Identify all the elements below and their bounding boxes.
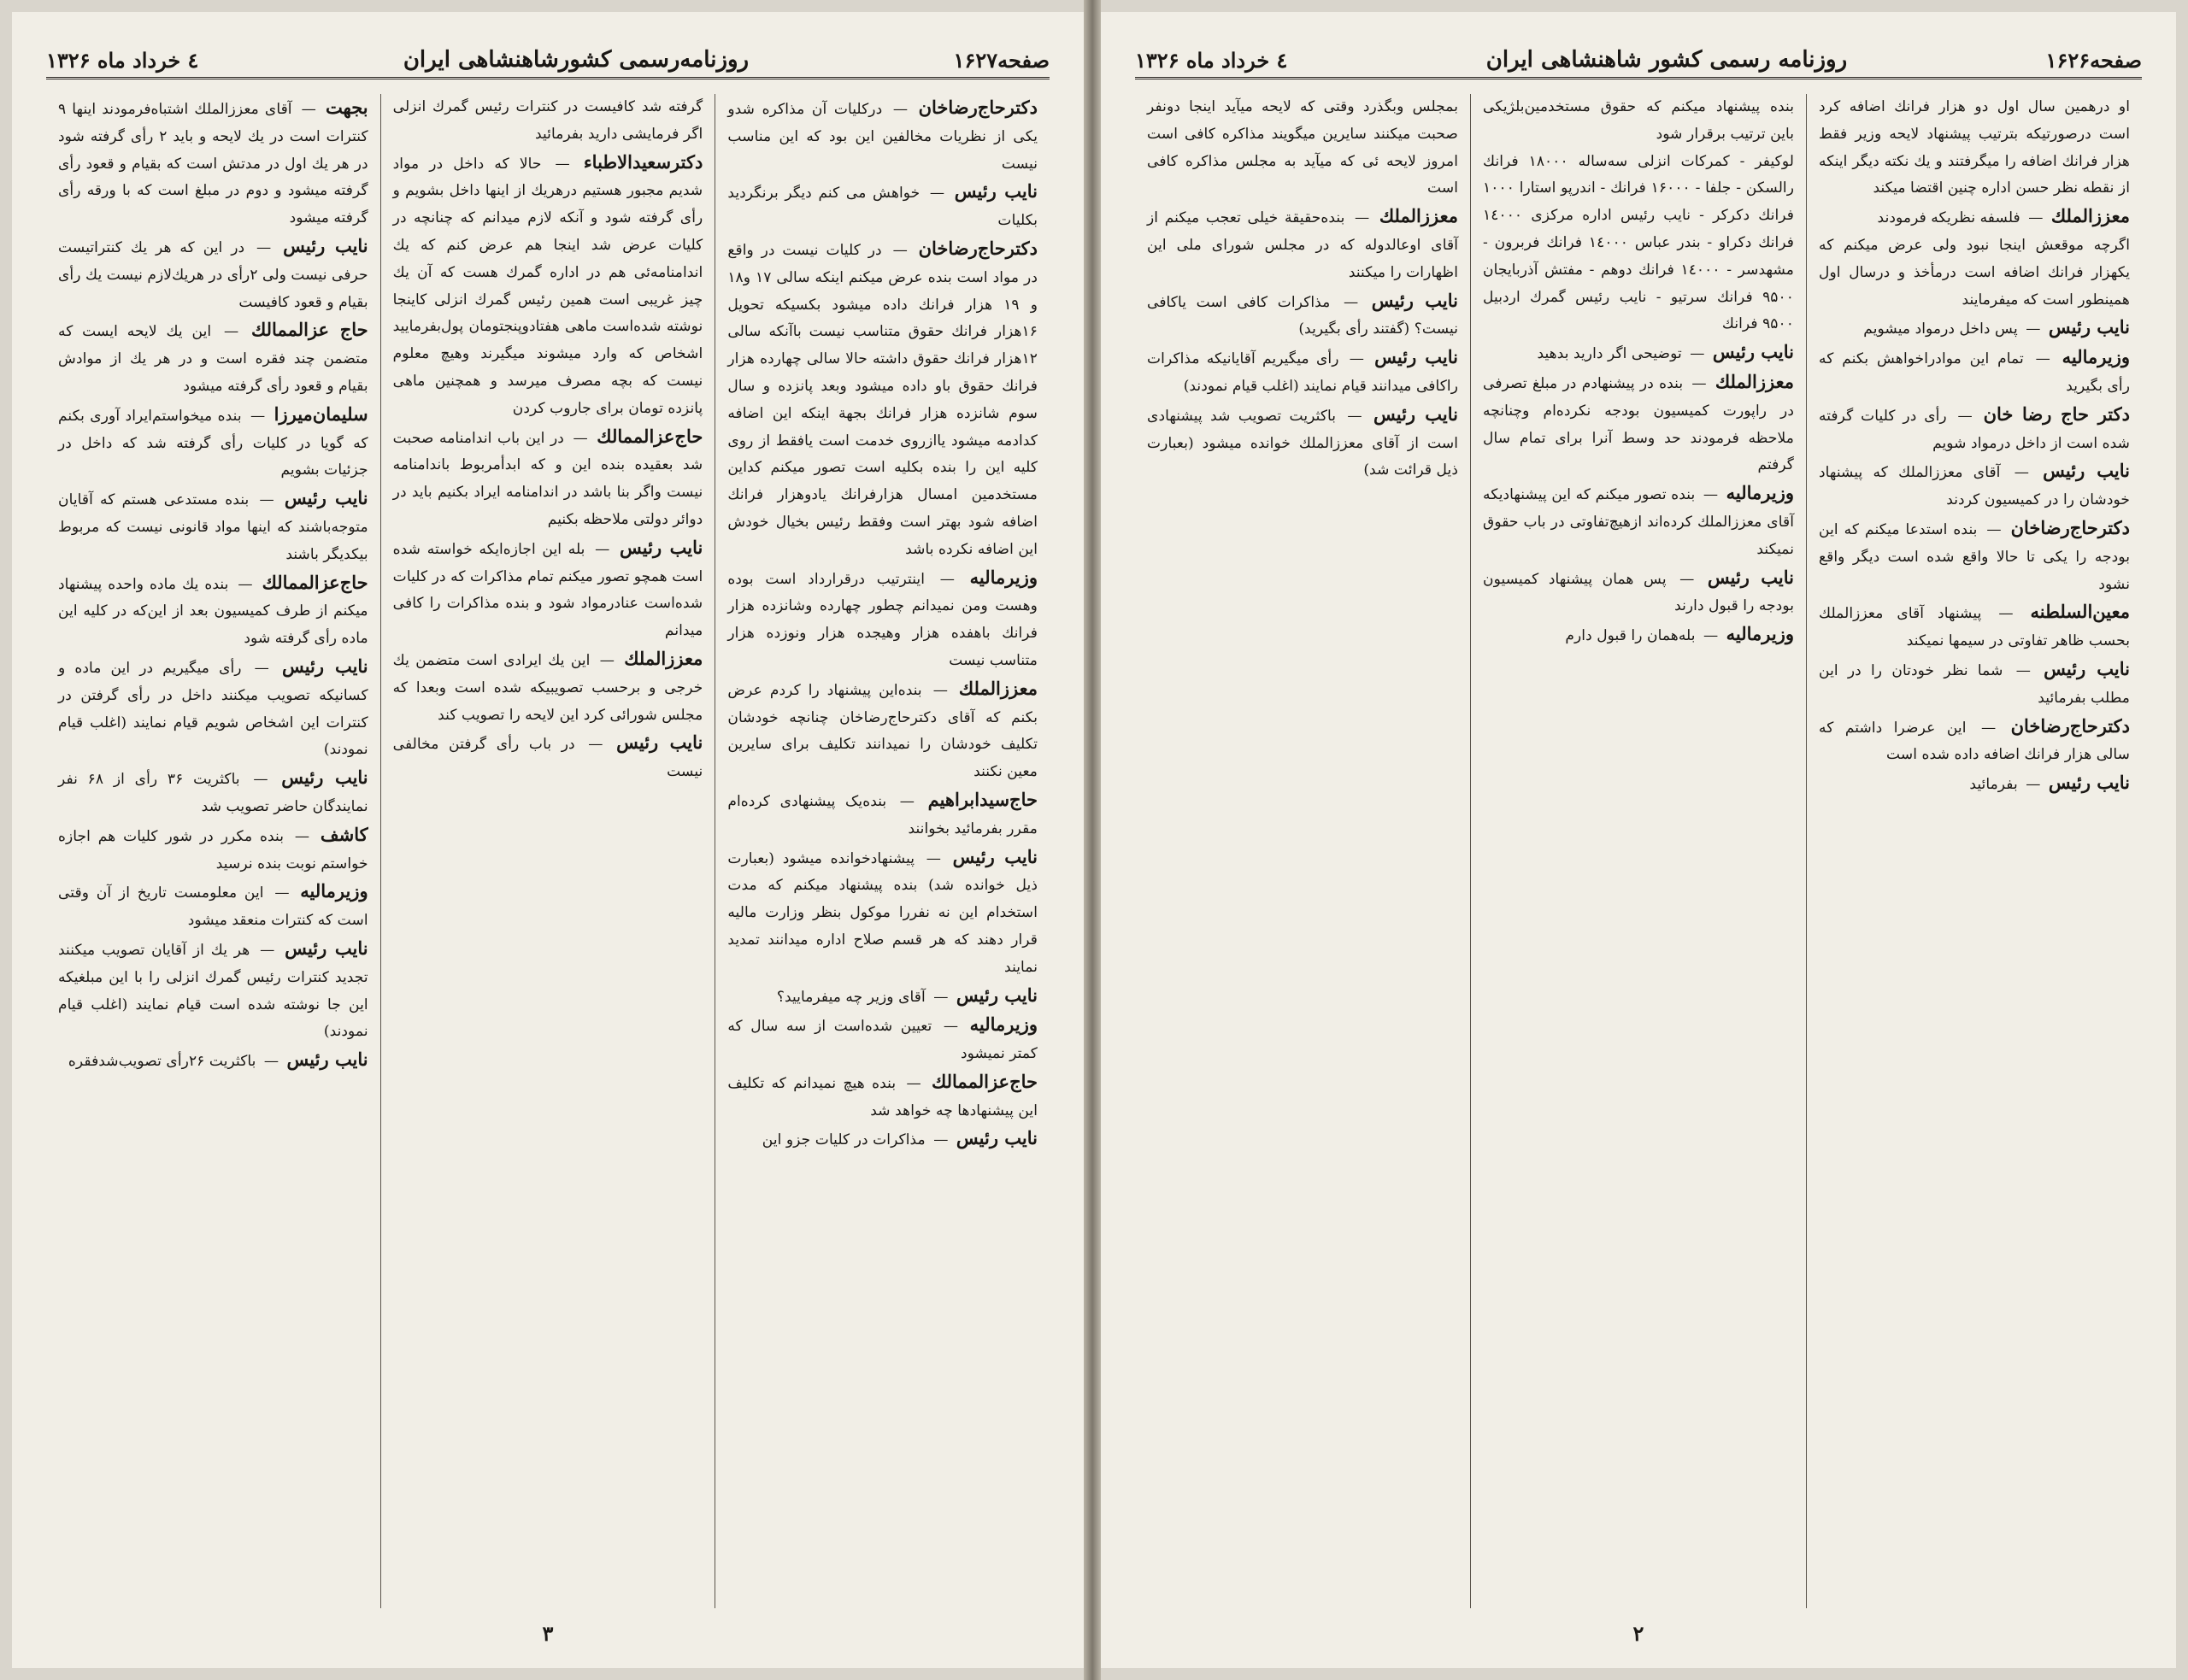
paragraph: دکترحاج‌رضاخان — درکلیات آن مذاکره شدو یکی از نظریات مخالفین این بود که این مناسب نیست bbox=[727, 97, 1038, 173]
speech-text: حالا که داخل در مواد شدیم مجبور هستیم درهریك از اینها داخل بشویم و رأی گرفته شود و آنکه لازم میدانم که چنانچه در کلیات عرض شد اینجا هم عرض کنم که یك اندامنامه‌ئی هم در اداره گمرك هست که آن یك چیز غریبی است همین رئیس گمرك انزلی کاینجا نوشته شده‌است ماهی هفتادوپنجتومان پول‌بفرمایید اشخاص که وارد میشوند میگیرند وهیچ معلوم نیست که بچه مصرف میرسد و همچنین ماهی پانزده تومان برای جاروب کردن bbox=[392, 155, 703, 417]
paragraph: نایب رئیس — بله این اجازه‌ایکه خواسته شده است همچو تصور میکنم تمام مذاکرات که در کلیات شده‌است عنادرمواد شود و بنده مذاکرات را کافی میدانم bbox=[392, 536, 703, 640]
speech-text: پس همان پیشنهاد کمیسیون بودجه را قبول دارند bbox=[1483, 570, 1794, 615]
speaker-name: حاج عزالممالك bbox=[250, 319, 368, 341]
speaker-name: معززالملك bbox=[2050, 205, 2130, 227]
speaker-name: حاج‌عزالممالك bbox=[597, 425, 703, 447]
speaker-name: نایب رئیس bbox=[283, 234, 368, 256]
page-header bbox=[1135, 43, 2142, 79]
speech-text: درکلیات آن مذاکره شدو یکی از نظریات مخالفین این بود که این مناسب نیست bbox=[727, 101, 1038, 173]
speech-text: بنده میخواستم‌ایراد آوری بکنم که گویا در کلیات رأی گرفته شد که داخل در جزئیات بشویم bbox=[57, 407, 368, 479]
paragraph: نایب رئیس — رأی میگیریم آقایانیکه مذاکرات راکافی میدانند قیام نمایند (اغلب قیام نمودند) bbox=[1147, 346, 1458, 395]
speaker-name: دکترحاج‌رضاخان bbox=[918, 237, 1038, 259]
paragraph: نایب رئیس — باکثریت ۲۶رأی تصویب‌شدفقره bbox=[68, 1049, 368, 1071]
paragraph: نایب رئیس — شما نظر خودتان را در این مطلب بفرمائید bbox=[1819, 657, 2130, 707]
paragraph: وزیرمالیه — بنده تصور میکنم که این پیشنهادیکه آقای معززالملك کرده‌اند ازهیچ‌تفاوتی در باب حقوق نمیکند bbox=[1483, 482, 1794, 558]
text-columns bbox=[46, 94, 1050, 1608]
speech-text: پس داخل درمواد میشویم bbox=[1863, 320, 2018, 338]
book-gutter bbox=[1084, 0, 1101, 1680]
speaker-name: نایب رئیس bbox=[952, 845, 1038, 867]
speech-text: لوکیفر - کمرکات انزلی سه‌ساله ۱۸۰۰۰ فرانك رالسکن - جلفا - ۱۶۰۰۰ فرانك - اندرپو استارا ۱۰۰۰ فرانك دکرکر - نایب رئیس اداره مرکزی ۱٤۰۰۰ فرانك دکراو - بندر عباس ۱٤۰۰۰ فرانك فربرون - مشهدسر - ۱٤۰۰۰ فرانك دوهم - مفتش آذربایجان ۹۵۰۰ فرانك سرتیو - نایب رئیس گمرك اردبیل ۹۵۰۰ فرانك bbox=[1483, 152, 1795, 333]
speech-text: باکثریت تصویب شد پیشنهادی است از آقای معززالملك خوانده میشود (بعبارت ذیل قرائت شد) bbox=[1147, 407, 1458, 479]
text-column bbox=[46, 94, 380, 1608]
speech-text: بفرمائید bbox=[1969, 776, 2018, 794]
speaker-name: نایب رئیس bbox=[285, 937, 368, 959]
speaker-name: بجهت bbox=[325, 97, 368, 118]
speech-text: این عرضرا داشتم که سالی هزار فرانك اضافه داده شده است bbox=[1819, 719, 2130, 764]
speaker-name: معززالملك bbox=[1379, 205, 1458, 227]
newspaper-title: روزنامه رسمی کشور شاهنشاهی ایران bbox=[1485, 47, 1848, 73]
speaker-name: نایب رئیس bbox=[2043, 460, 2130, 482]
speech-text: مذاکرات در کلیات جزو این bbox=[762, 1131, 926, 1149]
paragraph: نایب رئیس — بنده مستدعی هستم که آقایان متوجه‌باشند که اینها مواد قانونی نیست که مربوط بیکدیگر باشند bbox=[57, 487, 368, 563]
paragraph: نایب رئیس — در باب رأی گرفتن مخالفی نیست bbox=[392, 731, 703, 781]
issue-date: ٤ خرداد ماه ۱۳۲۶ bbox=[1135, 47, 1288, 73]
page-header bbox=[46, 43, 1050, 79]
speech-text: در این که هر یك کنتراتیست حرفی نیست ولی ۲رأی در هریك‌لازم نیست یك رأی بقیام و قعود کافیست bbox=[57, 238, 368, 311]
text-column bbox=[1806, 94, 2142, 1608]
paragraph: سلیمان‌میرزا — بنده میخواستم‌ایراد آوری بکنم که گویا در کلیات رأی گرفته شد که داخل در جزئیات بشویم bbox=[57, 402, 368, 479]
speaker-name: حاج‌عزالممالك bbox=[931, 1070, 1038, 1092]
paragraph: نایب رئیس — پس همان پیشنهاد کمیسیون بودجه را قبول دارند bbox=[1483, 566, 1794, 615]
speaker-name: نایب رئیس bbox=[286, 1049, 368, 1071]
text-column bbox=[1135, 94, 1470, 1608]
speaker-name: وزیرمالیه bbox=[969, 566, 1038, 588]
paragraph: نایب رئیس — مذاکرات کافی است یاکافی نیست؟ (گفتند رأی بگیرید) bbox=[1147, 289, 1458, 338]
paragraph: وزیرمالیه — تمام این موادراخواهش بکنم که رأی بگیرید bbox=[1819, 346, 2130, 395]
paragraph: معززالملك — بنده‌این پیشنهاد را کردم عرض بکنم که آقای دکترحاج‌رضاخان چنانچه خودشان تکلیف خودشان را نمیدانند تکلیف برای سایرین معین نکنند bbox=[727, 677, 1038, 781]
paragraph bbox=[393, 94, 703, 149]
speaker-name: وزیرمالیه bbox=[2062, 346, 2130, 368]
paragraph: دکترحاج‌رضاخان — بنده استدعا میکنم که این بودجه را یکی تا حالا واقع شده است دیگر واقع نشود bbox=[1819, 516, 2130, 593]
speaker-name: نایب رئیس bbox=[2048, 772, 2130, 794]
speaker-name: معین‌السلطنه bbox=[2030, 601, 2130, 623]
paragraph: حاج‌عزالممالك — بنده هیچ نمیدانم که تکلیف این پیشنهادها چه خواهد شد bbox=[727, 1070, 1038, 1119]
speaker-name: نایب رئیس bbox=[956, 984, 1038, 1006]
paragraph: نایب رئیس — هر یك از آقایان تصویب میکنند تجدید کنترات رئیس گمرك انزلی را با این مبلغیکه این جا نوشته شده است قیام نمایند (اغلب قیام نمودند) bbox=[57, 937, 368, 1041]
speech-text: بنده تصور میکنم که این پیشنهادیکه آقای معززالملك کرده‌اند ازهیچ‌تفاوتی در باب حقوق نمیکند bbox=[1483, 486, 1794, 558]
speech-text: آقای معززالملك که پیشنهاد خودشان را در کمیسیون کردند bbox=[1819, 464, 2130, 509]
speaker-name: نایب رئیس bbox=[281, 767, 368, 789]
paragraph bbox=[1147, 94, 1458, 203]
speaker-name: دکترحاج‌رضاخان bbox=[2010, 714, 2130, 737]
speech-text: فلسفه نظریکه فرمودند bbox=[1877, 209, 2020, 227]
speaker-name: وزیرمالیه bbox=[1726, 482, 1794, 504]
speech-text: بنده یك ماده واحده پیشنهاد میکنم از طرف کمیسیون بعد از این‌که در کلیه این ماده رأی گرفته شود bbox=[57, 575, 368, 648]
speech-text: بله‌همان را قبول دارم bbox=[1565, 627, 1696, 645]
speaker-name: دکترحاج‌رضاخان bbox=[2010, 516, 2130, 538]
speaker-name: نایب رئیس bbox=[1373, 402, 1458, 425]
speech-text: بنده پیشنهاد میکنم که حقوق مستخدمین‌بلژیکی باین ترتیب برقرار شود bbox=[1483, 98, 1794, 143]
speaker-name: معززالملك bbox=[958, 677, 1038, 699]
speech-text: بله این اجازه‌ایکه خواسته شده است همچو تصور میکنم تمام مذاکرات که در کلیات شده‌است عنادرمواد شود و بنده مذاکرات را کافی میدانم bbox=[392, 540, 703, 640]
paragraph bbox=[1483, 94, 1794, 149]
speaker-name: نایب رئیس bbox=[1374, 346, 1458, 368]
speech-text: در باب رأی گرفتن مخالفی نیست bbox=[392, 736, 703, 781]
paragraph: بجهت — آقای معززالملك اشتباه‌فرمودند اینها ۹ کنترات است در یك لایحه و باید ۲ رأی گرفته شود در هر یك اول در مدتش است که بقیام و قعود رأی گرفته میشود و دوم در مبلغ است که با ورقه رأی گرفته میشود bbox=[57, 97, 368, 227]
speech-text: باکثریت ۲۶رأی تصویب‌شدفقره bbox=[68, 1053, 256, 1071]
right-page bbox=[1101, 12, 2176, 1668]
speaker-name: وزیرمالیه bbox=[969, 1013, 1038, 1036]
speech-text: پیشنهادخوانده میشود (بعبارت ذیل خوانده شد) بنده پیشنهاد میکنم که مدت استخدام این نه نفررا موکول بنظر وزارت مالیه قرار دهند که هر قسم صلاح اداره میدانند تمدید نمایند bbox=[727, 849, 1038, 976]
speaker-name: نایب رئیس bbox=[284, 487, 368, 509]
paragraph: دکترحاج‌رضاخان — این عرضرا داشتم که سالی هزار فرانك اضافه داده شده است bbox=[1819, 714, 2130, 764]
newspaper-title: روزنامه‌رسمی کشورشاهنشاهی ایران bbox=[403, 47, 750, 73]
speech-text: او درهمین سال اول دو هزار فرانك اضافه کرد است درصورتیکه بترتیب پیشنهاد لایحه وزیر فقط هزار فرانك اضافه را میگرفتند و یك نکته دیگر اینکه از نقطه نظر حسن اداره چنین اقتضا میکند bbox=[1819, 98, 2130, 197]
speaker-name: نایب رئیس bbox=[616, 731, 703, 754]
paragraph: نایب رئیس — آقای معززالملك که پیشنهاد خودشان را در کمیسیون کردند bbox=[1819, 460, 2130, 509]
page-number: صفحه۱۶۲۷ bbox=[953, 47, 1050, 73]
speaker-name: وزیرمالیه bbox=[300, 880, 368, 902]
speaker-name: دکتر حاج رضا خان bbox=[1983, 402, 2130, 425]
paragraph: دکتر حاج رضا خان — رأی در کلیات گرفته شده است از داخل درمواد شویم bbox=[1819, 402, 2130, 452]
paragraph: دکترحاج‌رضاخان — در کلیات نیست در واقع در مواد است بنده عرض میکنم اینکه سالی ۱۷ و۱۸ و ۱۹ هزار فرانك داده میشود بکسیکه تحویل ۱۶هزار فرانك حقوق متناسب نیست باآنکه سالی ۱۲هزار فرانك حقوق داشته حالا سالی چهارده هزار فرانك حقوق باو داده میشود وبعد پانزده و سال سوم شانزده هزار فرانك بجهة اینکه این اضافه کدادمه میشود یاازروی خدمت است یافقط از روی کلیه این را بنده بکلیه است تصور میکنم کداین مستخدمین امسال هزارفرانك یادوهزار فرانك اضافه شود بهتر است وفقط رئیس بخیال خودش این اضافه نکرده باشد bbox=[727, 237, 1038, 558]
speaker-name: نایب رئیس bbox=[954, 180, 1038, 203]
paragraph: وزیرمالیه — بله‌همان را قبول دارم bbox=[1565, 623, 1794, 645]
speech-text: بنده‌حقیقة خیلی تعجب میکنم از آقای اوعالدوله که در مجلس شورای ملی این اظهارات را میکنند bbox=[1147, 209, 1458, 281]
paragraph: حاج‌عزالممالك — در این باب اندامنامه صحبت شد بعقیده بنده این و که ابدأمربوط باندامنامه نیست واگر بنا باشد در اندامنامه ایراد بکنیم باید در دوائر دولتی ملاحظه بکنیم bbox=[392, 425, 703, 528]
speaker-name: حاج‌عزالممالك bbox=[262, 571, 368, 593]
speaker-name: نایب رئیس bbox=[1707, 566, 1794, 588]
paragraph: نایب رئیس — آقای وزیر چه میفرمایید؟ bbox=[776, 984, 1038, 1006]
paragraph: کاشف — بنده مکرر در شور کلیات هم اجازه خواستم نوبت بنده نرسید bbox=[57, 823, 368, 872]
folio-number: ۲ bbox=[1632, 1621, 1644, 1646]
paragraph: نایب رئیس — پس داخل درمواد میشویم bbox=[1863, 316, 2130, 338]
paragraph: نایب رئیس — مذاکرات در کلیات جزو این bbox=[762, 1127, 1038, 1149]
paragraph: حاج‌عزالممالك — بنده یك ماده واحده پیشنهاد میکنم از طرف کمیسیون بعد از این‌که در کلیه این ماده رأی گرفته شود bbox=[57, 571, 368, 648]
speech-text: اگرچه موقعش اینجا نبود ولی عرض میکنم که یکهزار فرانك اضافه است درمأخذ و درسال اول همینطور است که میفرمایند bbox=[1819, 236, 2130, 308]
speaker-name: دکترحاج‌رضاخان bbox=[918, 97, 1038, 118]
paragraph bbox=[1819, 232, 2130, 314]
paragraph bbox=[1819, 94, 2130, 203]
speech-text: اینترتیب درقرارداد است بوده وهست ومن نمیدانم چطور چهارده وشانزده هزار فرانك باهفده هزار وهیجده هزار ونوزده هزار متناسب نیست bbox=[727, 570, 1038, 669]
speech-text: پیشنهاد آقای معززالملك بحسب ظاهر تفاوتی در سیمها نمیکند bbox=[1819, 605, 2130, 650]
speaker-name: دکترسعیدالاطباء bbox=[583, 150, 703, 173]
paragraph: وزیرمالیه — اینترتیب درقرارداد است بوده وهست ومن نمیدانم چطور چهارده وشانزده هزار فرانك باهفده هزار وهیجده هزار ونوزده هزار متناسب نیست bbox=[727, 566, 1038, 669]
speech-text: بنده در پیشنهادم در مبلغ تصرفی در راپورت کمیسیون بودجه نکرده‌ام وچنانچه ملاحظه فرمودند حد وسط آنرا برای تمام سال گرفتم bbox=[1483, 374, 1794, 474]
speaker-name: معززالملك bbox=[624, 647, 703, 669]
paragraph: نایب رئیس — پیشنهادخوانده میشود (بعبارت ذیل خوانده شد) بنده پیشنهاد میکنم که مدت استخدام این نه نفررا موکول بنظر وزارت مالیه قرار دهند که هر قسم صلاح اداره میدانند تمدید نمایند bbox=[727, 845, 1038, 976]
paragraph: دکترسعیدالاطباء — حالا که داخل در مواد شدیم مجبور هستیم درهریك از اینها داخل بشویم و رأی گرفته شود و آنکه لازم میدانم که چنانچه در کلیات عرض شد اینجا هم عرض کنم که یك اندامنامه‌ئی هم در اداره گمرك هست که آن یك چیز غریبی است همین رئیس گمرك انزلی کاینجا نوشته شده‌است ماهی هفتادوپنجتومان پول‌بفرمایید اشخاص که وارد میشوند میگیرند وهیچ معلوم نیست که بچه مصرف میرسد و همچنین ماهی پانزده تومان برای جاروب کردن bbox=[392, 150, 703, 417]
paragraph: نایب رئیس — در این که هر یك کنتراتیست حرفی نیست ولی ۲رأی در هریك‌لازم نیست یك رأی بقیام و قعود کافیست bbox=[57, 234, 368, 311]
paragraph: نایب رئیس — باکثریت تصویب شد پیشنهادی است از آقای معززالملك خوانده میشود (بعبارت ذیل قرائت شد) bbox=[1147, 402, 1458, 479]
speech-text: آقای وزیر چه میفرمایید؟ bbox=[776, 988, 926, 1006]
speech-text: گرفته شد کافیست در کنترات رئیس گمرك انزلی اگر فرمایشی دارید بفرمائید bbox=[392, 98, 703, 143]
speech-text: بنده‌این پیشنهاد را کردم عرض بکنم که آقای دکترحاج‌رضاخان چنانچه خودشان تکلیف خودشان را نمیدانند تکلیف برای سایرین معین نکنند bbox=[727, 681, 1038, 781]
speech-text: این معلومست تاریخ از آن وقتی است که کنترات منعقد میشود bbox=[57, 884, 368, 930]
left-page bbox=[12, 12, 1084, 1668]
text-column bbox=[715, 94, 1050, 1608]
speech-text: رأی میگیریم در این ماده و کسانیکه تصویب میکنند داخل در رأی گرفتن در کنترات این اشخاص شویم قیام نمایند (اغلب قیام نمودند) bbox=[57, 659, 368, 759]
speech-text: مذاکرات کافی است یاکافی نیست؟ (گفتند رأی بگیرید) bbox=[1147, 293, 1458, 338]
text-columns bbox=[1135, 94, 2142, 1608]
paragraph: معززالملك — این یك ایرادی است متضمن یك خرجی و برحسب تصویبیکه شده است وبعدا که مجلس شورا‌ئی کرد این لایحه را تصویب کند bbox=[392, 647, 703, 724]
speaker-name: معززالملك bbox=[1715, 370, 1794, 392]
paragraph: وزیرمالیه — این معلومست تاریخ از آن وقتی است که کنترات منعقد میشود bbox=[57, 880, 368, 930]
speech-text: در این باب اندامنامه صحبت شد بعقیده بنده این و که ابدأمربوط باندامنامه نیست واگر بنا باشد در اندامنامه ایراد بکنیم باید در دوائر دولتی ملاحظه بکنیم bbox=[392, 429, 703, 528]
speech-text: بنده مستدعی هستم که آقایان متوجه‌باشند که اینها مواد قانونی نیست که مربوط بیکدیگر باشند bbox=[57, 491, 368, 563]
speaker-name: وزیرمالیه bbox=[1726, 623, 1794, 645]
speaker-name: نایب رئیس bbox=[2044, 657, 2130, 679]
speaker-name: سلیمان‌میرزا bbox=[274, 402, 368, 425]
speech-text: رأی در کلیات گرفته شده است از داخل درمواد شویم bbox=[1819, 407, 2130, 452]
paragraph: حاج‌سیدابراهیم — بنده‌یک پیشنهادی کرده‌ام مقرر بفرمائید بخوانند bbox=[727, 788, 1038, 837]
speaker-name: کاشف bbox=[320, 823, 368, 845]
speech-text: این یك لایحه ایست که متضمن چند فقره است و در هر یك از موادش بقیام و قعود رأی گرفته میشود bbox=[57, 323, 368, 395]
paragraph: نایب رئیس — خواهش می کنم دیگر برنگردید بکلیات bbox=[727, 180, 1038, 230]
paragraph: نایب رئیس — توضیحی اگر دارید بدهید bbox=[1537, 341, 1794, 363]
paragraph: معززالملك — بنده‌حقیقة خیلی تعجب میکنم از آقای اوعالدوله که در مجلس شورای ملی این اظهارات را میکنند bbox=[1147, 205, 1458, 281]
speaker-name: نایب رئیس bbox=[956, 1127, 1038, 1149]
paragraph: نایب رئیس — رأی میگیریم در این ماده و کسانیکه تصویب میکنند داخل در رأی گرفتن در کنترات این اشخاص شویم قیام نمایند (اغلب قیام نمودند) bbox=[57, 655, 368, 759]
speaker-name: نایب رئیس bbox=[281, 655, 368, 677]
speech-text: بنده مکرر در شور کلیات هم اجازه خواستم نوبت بنده نرسید bbox=[57, 827, 368, 872]
speech-text: بنده هیچ نمیدانم که تکلیف این پیشنهادها چه خواهد شد bbox=[727, 1074, 1038, 1119]
speech-text: خواهش می کنم دیگر برنگردید بکلیات bbox=[727, 185, 1038, 230]
paragraph: وزیرمالیه — تعیین شده‌است از سه سال که کمتر نمیشود bbox=[727, 1013, 1038, 1063]
speech-text: تعیین شده‌است از سه سال که کمتر نمیشود bbox=[727, 1018, 1038, 1063]
speech-text: هر یك از آقایان تصویب میکنند تجدید کنترات رئیس گمرك انزلی را با این مبلغیکه این جا نوشته شده است قیام نمایند (اغلب قیام نمودند) bbox=[57, 941, 368, 1041]
paragraph: حاج عزالممالك — این یك لایحه ایست که متضمن چند فقره است و در هر یك از موادش بقیام و قعود رأی گرفته میشود bbox=[57, 319, 368, 395]
issue-date: ٤ خرداد ماه ۱۳۲۶ bbox=[46, 47, 199, 73]
paragraph bbox=[1483, 149, 1794, 339]
speech-text: تمام این موادراخواهش بکنم که رأی بگیرید bbox=[1819, 350, 2130, 395]
speech-text: بمجلس وبگذرد وقتی که لایحه میآید اینجا دونفر صحبت میکنند سایرین میگویند مذاکره کافی است امروز لایحه ئی که میآید به مجلس مذاکره کافی است bbox=[1147, 98, 1458, 197]
text-column bbox=[380, 94, 715, 1608]
speaker-name: نایب رئیس bbox=[1712, 341, 1794, 363]
speech-text: بنده استدعا میکنم که این بودجه را یکی تا حالا واقع شده است دیگر واقع نشود bbox=[1819, 520, 2130, 593]
paragraph: معززالملك — بنده در پیشنهادم در مبلغ تصرفی در راپورت کمیسیون بودجه نکرده‌ام وچنانچه ملاحظه فرمودند حد وسط آنرا برای تمام سال گرفتم bbox=[1483, 370, 1794, 474]
folio-number: ۳ bbox=[542, 1621, 554, 1646]
paragraph: معززالملك — فلسفه نظریکه فرمودند bbox=[1877, 205, 2130, 227]
speaker-name: نایب رئیس bbox=[1371, 289, 1458, 311]
speech-text: در کلیات نیست در واقع در مواد است بنده عرض میکنم اینکه سالی ۱۷ و۱۸ و ۱۹ هزار فرانك داده میشود بکسیکه تحویل ۱۶هزار فرانك حقوق متناسب نیست باآنکه سالی ۱۲هزار فرانك حقوق داشته حالا سالی چهارده هزار فرانك حقوق باو داده میشود وبعد پانزده و سال سوم شانزده هزار فرانك بجهة اینکه این اضافه کدادمه میشود یاازروی خدمت است یافقط از روی کلیه این را بنده بکلیه است تصور میکنم کداین مستخدمین امسال هزارفرانك یادوهزار فرانك اضافه شود بهتر است وفقط رئیس بخیال خودش این اضافه نکرده باشد bbox=[727, 241, 1038, 558]
speaker-name: نایب رئیس bbox=[2048, 316, 2130, 338]
page-number: صفحه۱۶۲۶ bbox=[2045, 47, 2142, 73]
paragraph: معین‌السلطنه — پیشنهاد آقای معززالملك بحسب ظاهر تفاوتی در سیمها نمیکند bbox=[1819, 601, 2130, 650]
speech-text: توضیحی اگر دارید بدهید bbox=[1537, 345, 1682, 363]
speech-text: این یك ایرادی است متضمن یك خرجی و برحسب تصویبیکه شده است وبعدا که مجلس شورا‌ئی کرد این لایحه را تصویب کند bbox=[392, 651, 703, 724]
speech-text: بنده‌یک پیشنهادی کرده‌ام مقرر بفرمائید بخوانند bbox=[727, 792, 1038, 837]
speech-text: رأی میگیریم آقایانیکه مذاکرات راکافی میدانند قیام نمایند (اغلب قیام نمودند) bbox=[1147, 350, 1458, 395]
speech-text: آقای معززالملك اشتباه‌فرمودند اینها ۹ کنترات است در یك لایحه و باید ۲ رأی گرفته شود در هر یك اول در مدتش است که بقیام و قعود رأی گرفته میشود و دوم در مبلغ است که با ورقه رأی گرفته میشود bbox=[57, 101, 368, 227]
speaker-name: نایب رئیس bbox=[620, 536, 703, 558]
speaker-name: حاج‌سیدابراهیم bbox=[927, 788, 1038, 810]
text-column bbox=[1470, 94, 1806, 1608]
speech-text: باکثریت ۳۶ رأی از ۶۸ نفر نمایندگان حاضر تصویب شد bbox=[57, 771, 368, 815]
paragraph: نایب رئیس — بفرمائید bbox=[1969, 772, 2130, 794]
speech-text: شما نظر خودتان را در این مطلب بفرمائید bbox=[1819, 661, 2130, 707]
paragraph: نایب رئیس — باکثریت ۳۶ رأی از ۶۸ نفر نمایندگان حاضر تصویب شد bbox=[57, 767, 368, 815]
